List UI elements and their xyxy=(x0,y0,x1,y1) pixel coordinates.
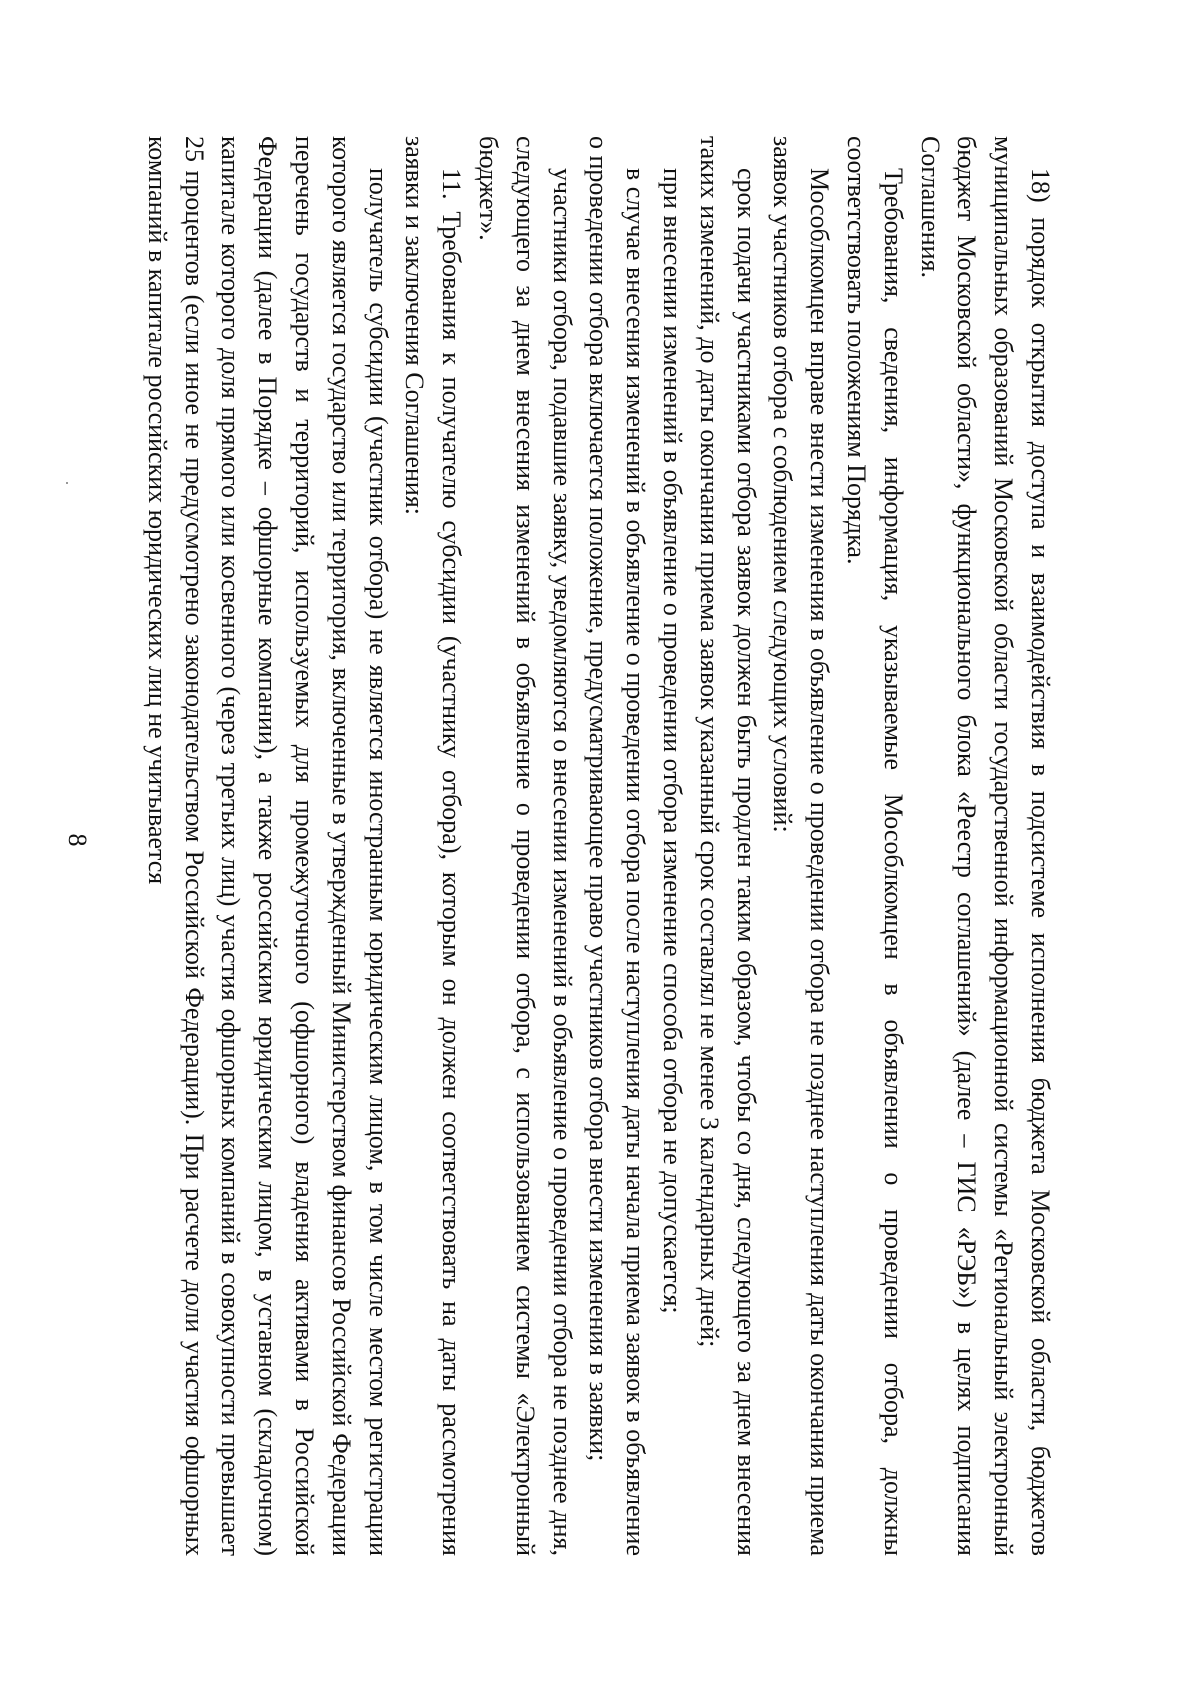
page-number: 8 xyxy=(63,833,92,847)
paragraph-deadline-extension: срок подачи участниками отбора заявок должен быть продлен таким образом, чтобы со дня, следующего за днем внесения таких изменений, до даты окончания приема заявок указанный срок составлял не менее 3 календарных дней; xyxy=(694,136,761,1556)
paragraph-18: 18) порядок открытия доступа и взаимодействия в подсистеме исполнения бюджета Московской области, бюджетов муниципальных образований Московской области государственной информационной системы «Региональный электронный бюджет Московской области», функционального блока «Реестр соглашений» (далее – ГИС «РЭБ») в целях подписания Соглашения. xyxy=(915,136,1055,1556)
scan-speck xyxy=(66,482,68,484)
paragraph-method-unchanged: при внесении изменений в объявление о проведении отбора изменение способа отбора не допускается; xyxy=(658,168,688,1314)
paragraph-changes-after-start: в случае внесения изменений в объявление о проведении отбора после наступления даты начала приема заявок в объявление о проведении отбора включается положение, предусматривающее право участников отбора внести изменения в заявки; xyxy=(584,136,651,1556)
paragraph-requirements-info: Требования, сведения, информация, указываемые Мособлкомцен в объявлении о проведении отбора, должны соответствовать положениям Порядка. xyxy=(842,136,908,1556)
paragraph-11-requirements: 11. Требования к получателю субсидии (участнику отбора), которым он должен соответствовать на даты рассмотрения заявки и заключения Соглашения: xyxy=(400,136,467,1556)
document-body xyxy=(138,136,1058,1556)
paragraph-not-foreign-entity: получатель субсидии (участник отбора) не является иностранным юридическим лицом, в том числе местом регистрации которого является государство или территория, включенные в утвержденный Министерством финансов Российской Федерации перечень государств и территорий, используемых для промежуточного (офшорного) владения активами в Российской Федерации (далее в Порядке – офшорные компании), а также российским юридическим лицом, в уставном (складочном) капитале которого доля прямого или косвенного (через третьих лиц) участия офшорных компаний в совокупности превышает 25 процентов (если иное не предусмотрено законодательством Российской Федерации). При расчете доли участия офшорных компаний в капитале российских юридических лиц не учитывается xyxy=(142,136,393,1556)
paragraph-changes-right: Мособлкомцен вправе внести изменения в объявление о проведении отбора не позднее наступления даты окончания приема заявок участников отбора с соблюдением следующих условий: xyxy=(768,136,835,1556)
paragraph-participants-notified: участники отбора, подавшие заявку, уведомляются о внесении изменений в объявление о проведении отбора не позднее дня, следующего за днем внесения изменений в объявление о проведении отбора, с использованием системы «Электронный бюджет». xyxy=(474,136,577,1556)
